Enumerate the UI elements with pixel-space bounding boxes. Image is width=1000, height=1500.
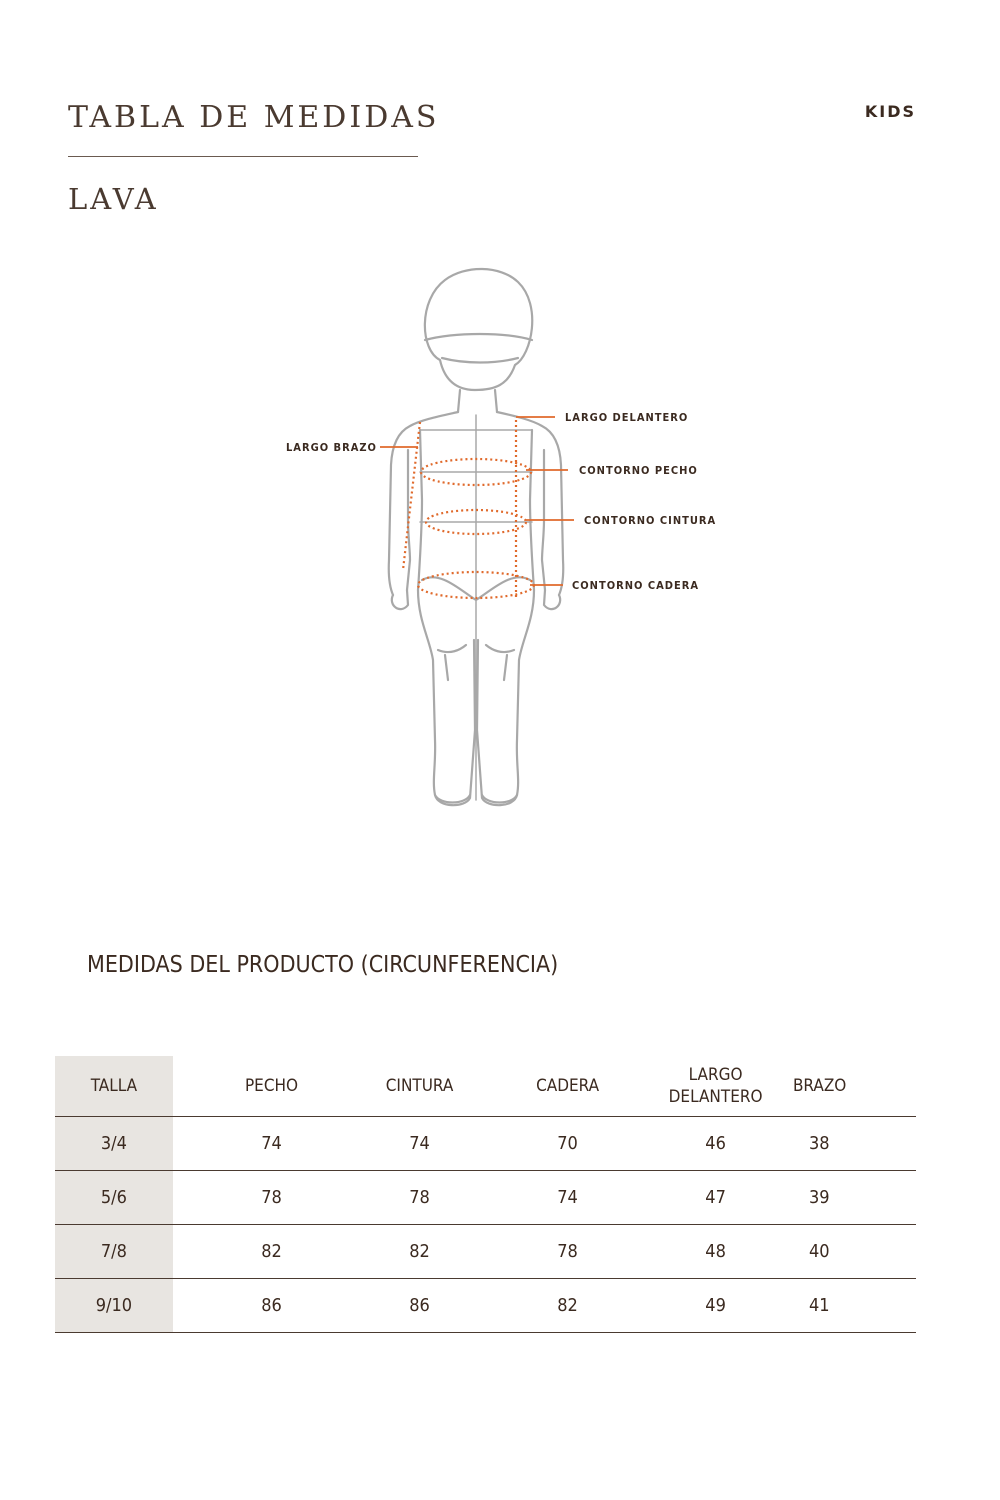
- cell-brazo-value: 41: [808, 1295, 830, 1316]
- arm-length-line: [403, 422, 420, 570]
- label-contorno-cadera: CONTORNO CADERA: [572, 579, 700, 592]
- size-table: [55, 1056, 916, 1333]
- header-brazo: [765, 1056, 916, 1117]
- cell-largo: 48: [666, 1225, 765, 1279]
- table-row: [55, 1171, 916, 1225]
- section-title: MEDIDAS DEL PRODUCTO (CIRCUNFERENCIA): [87, 952, 559, 978]
- table-row: [55, 1225, 916, 1279]
- cell-cintura: 78: [370, 1171, 469, 1225]
- header-largo-delantero: [666, 1056, 765, 1117]
- label-largo-brazo: LARGO BRAZO: [286, 441, 377, 454]
- cell-talla: 7/8: [55, 1225, 173, 1279]
- cell-cadera: 74: [469, 1171, 666, 1225]
- cell-brazo-value: 38: [808, 1133, 830, 1154]
- cell-talla: 9/10: [55, 1279, 173, 1333]
- cell-talla: 3/4: [55, 1117, 173, 1171]
- cell-brazo: [765, 1171, 916, 1225]
- cell-pecho: 74: [173, 1117, 370, 1171]
- header-talla: TALLA: [55, 1056, 173, 1117]
- label-contorno-pecho: CONTORNO PECHO: [579, 464, 698, 477]
- child-mannequin-illustration: [270, 260, 730, 820]
- table-row: [55, 1279, 916, 1333]
- header-largo-line2: DELANTERO: [668, 1087, 763, 1107]
- title-divider: [68, 156, 418, 157]
- cell-pecho: 82: [173, 1225, 370, 1279]
- cell-cadera: 78: [469, 1225, 666, 1279]
- table-header-row: [55, 1056, 916, 1117]
- cell-brazo-value: 40: [808, 1241, 830, 1262]
- cell-pecho: 78: [173, 1171, 370, 1225]
- cell-pecho: 86: [173, 1279, 370, 1333]
- cell-brazo-value: 39: [808, 1187, 830, 1208]
- header-brazo-label: BRAZO: [792, 1076, 847, 1096]
- page-title: TABLA DE MEDIDAS: [68, 100, 440, 135]
- cell-brazo: [765, 1225, 916, 1279]
- table-row: [55, 1117, 916, 1171]
- header-pecho: PECHO: [173, 1056, 370, 1117]
- cell-largo: 47: [666, 1171, 765, 1225]
- measurement-figure: [270, 260, 730, 820]
- label-largo-delantero: LARGO DELANTERO: [565, 411, 689, 424]
- header-largo-line1: LARGO: [688, 1065, 743, 1085]
- cell-largo: 46: [666, 1117, 765, 1171]
- cell-cintura: 82: [370, 1225, 469, 1279]
- cell-talla: 5/6: [55, 1171, 173, 1225]
- cell-brazo: [765, 1117, 916, 1171]
- header-cintura: CINTURA: [370, 1056, 469, 1117]
- product-name: LAVA: [68, 182, 159, 216]
- cell-cintura: 74: [370, 1117, 469, 1171]
- label-contorno-cintura: CONTORNO CINTURA: [584, 514, 717, 527]
- cell-cadera: 70: [469, 1117, 666, 1171]
- cell-largo: 49: [666, 1279, 765, 1333]
- cell-cintura: 86: [370, 1279, 469, 1333]
- cell-cadera: 82: [469, 1279, 666, 1333]
- cell-brazo: [765, 1279, 916, 1333]
- mannequin-outline: [389, 269, 564, 805]
- header-cadera: CADERA: [469, 1056, 666, 1117]
- category-label: KIDS: [864, 102, 916, 121]
